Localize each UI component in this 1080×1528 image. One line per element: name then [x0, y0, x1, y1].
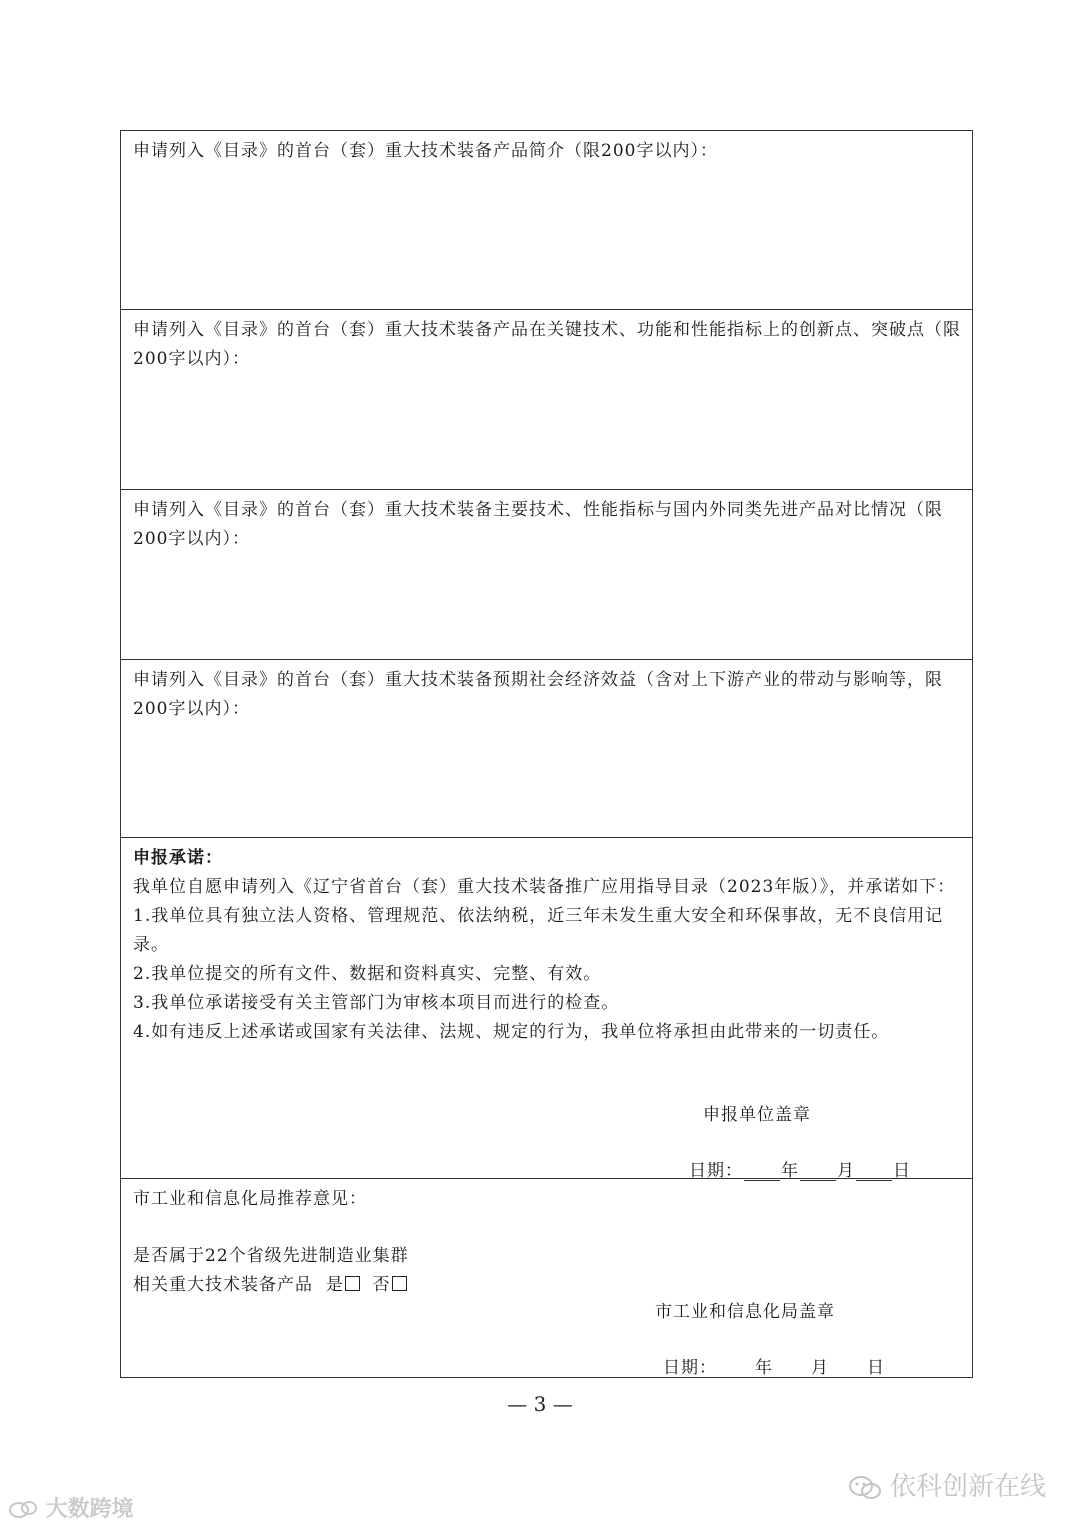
section-innovation [121, 310, 972, 490]
question-label: 相关重大技术装备产品 [133, 1275, 313, 1295]
date-label: 日期： [689, 1161, 743, 1181]
watermark-left-text: 大数跨境 [45, 1497, 134, 1522]
product-intro-label: 申请列入《目录》的首台（套）重大技术装备产品简介（限200字以内）： [133, 141, 718, 161]
year-label: 年 [781, 1161, 799, 1181]
pledge-item: 3.我单位承诺接受有关主管部门为审核本项目而进行的检查。 [133, 993, 620, 1013]
recommend-title: 市工业和信息化局推荐意见： [133, 1189, 367, 1209]
pledge-item: 1.我单位具有独立法人资格、管理规范、依法纳税，近三年未发生重大安全和环保事故，无不良信用记录。 [133, 906, 944, 955]
yes-checkbox[interactable] [345, 1276, 360, 1291]
city-seal-label: 市工业和信息化局盖章 [655, 1302, 835, 1322]
applicant-date-line [689, 1156, 911, 1181]
year-blank[interactable] [718, 1359, 754, 1378]
day-blank[interactable] [830, 1359, 866, 1378]
pledge-item: 4.如有违反上述承诺或国家有关法律、法规、规定的行为，我单位将承担由此带来的一切责任。 [133, 1022, 890, 1042]
yes-label: 是 [325, 1275, 344, 1295]
applicant-seal-label: 申报单位盖章 [703, 1105, 811, 1125]
section-economic-benefit [121, 660, 972, 838]
page-number: — 3 — [507, 1392, 573, 1416]
section-product-intro [121, 131, 972, 310]
innovation-label: 申请列入《目录》的首台（套）重大技术装备产品在关键技术、功能和性能指标上的创新点、突破点（限200字以内）： [133, 320, 961, 369]
city-date-line [663, 1353, 885, 1378]
section-comparison [121, 490, 972, 660]
no-label: 否 [372, 1275, 391, 1295]
watermark-left [8, 1492, 134, 1523]
wechat-icon [848, 1474, 882, 1502]
application-form-table [120, 130, 973, 1378]
no-checkbox[interactable] [392, 1276, 407, 1291]
date-label: 日期： [663, 1358, 717, 1378]
cluster-question-line1: 是否属于22个省级先进制造业集群 [133, 1246, 409, 1266]
pledge-item: 2.我单位提交的所有文件、数据和资料真实、完整、有效。 [133, 964, 602, 984]
comparison-label: 申请列入《目录》的首台（套）重大技术装备主要技术、性能指标与国内外同类先进产品对比情况（限200字以内）： [133, 500, 943, 549]
cluster-question-line2 [133, 1271, 962, 1300]
benefit-label: 申请列入《目录》的首台（套）重大技术装备预期社会经济效益（含对上下游产业的带动与影响等，限200字以内）： [133, 670, 943, 719]
watermark-right [848, 1466, 1046, 1503]
section-city-recommendation [121, 1179, 972, 1377]
day-label: 日 [867, 1358, 885, 1378]
chat-bubble-icon [8, 1499, 38, 1521]
section-pledge [121, 838, 972, 1179]
pledge-title: 申报承诺： [133, 848, 223, 868]
month-blank[interactable] [774, 1359, 810, 1378]
month-label: 月 [837, 1161, 855, 1181]
day-label: 日 [893, 1161, 911, 1181]
pledge-intro: 我单位自愿申请列入《辽宁省首台（套）重大技术装备推广应用指导目录（2023年版）》，并承诺如下： [133, 877, 956, 897]
watermark-right-text: 依科创新在线 [889, 1472, 1046, 1502]
year-label: 年 [755, 1358, 773, 1378]
month-label: 月 [811, 1358, 829, 1378]
